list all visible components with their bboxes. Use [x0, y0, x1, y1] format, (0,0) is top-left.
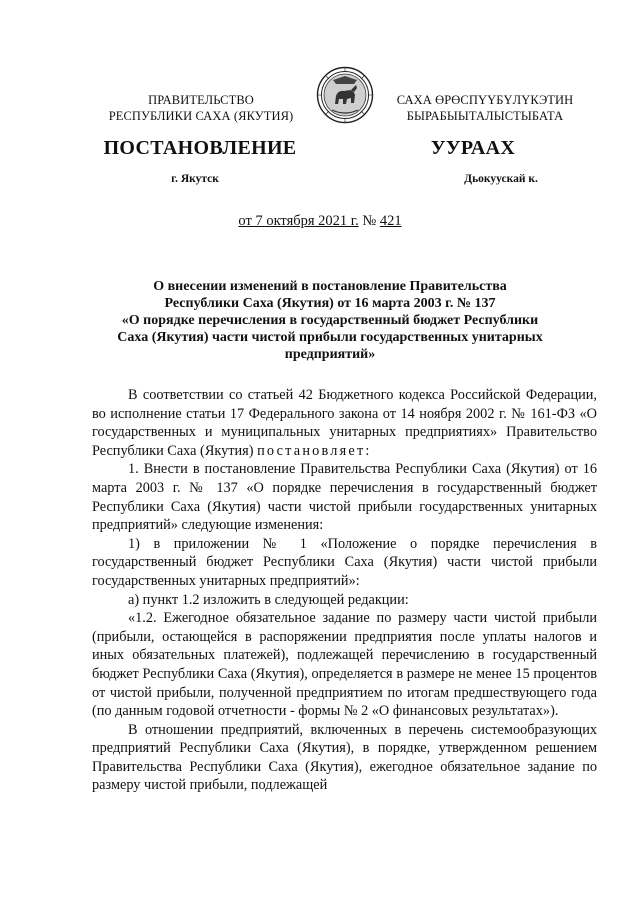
subject-line: «О порядке перечисления в государственный бюджет Республики [121, 313, 539, 328]
title-yakut: УУРААХ [430, 137, 516, 159]
header-left [86, 92, 316, 124]
header-left-line-1: ПРАВИТЕЛЬСТВО [148, 93, 254, 107]
header-right-line-1: САХА ӨРӨСПҮҮБҮЛҮКЭТИН [396, 93, 574, 107]
decree-body [92, 386, 597, 795]
body-paragraph [92, 386, 597, 460]
city-yakut: Дьокуускай к. [464, 173, 538, 185]
preamble-text: В соответствии со статьей 42 Бюджетного кодекса Российской Федерации, во исполнение статьи 17 Федерального закона от 14 ноября 2002 г. № 161-ФЗ «О государственных и муниципальных унитарных предприятиях» Правительство Республики Саха (Якутия) [92, 387, 597, 459]
subject-line: Саха (Якутия) части чистой прибыли государственных унитарных [117, 330, 543, 345]
header-left-line-2: РЕСПУБЛИКИ САХА (ЯКУТИЯ) [108, 109, 294, 123]
body-paragraph: «1.2. Ежегодное обязательное задание по размеру части чистой прибыли (прибыли, остающейся в распоряжении предприятия после уплаты налогов и иных обязательных платежей), подлежащей перечислению в государственный бюджет Республики Саха (Якутия), определяется в размере не менее 15 процентов от чистой прибыли, полученной предприятием по итогам предшествующего года (по данным годовой отчетности - формы № 2 «О финансовых результатах»). [92, 610, 597, 720]
resolves-word: постановляет: [257, 442, 372, 459]
decree-number-sign: № [362, 213, 377, 229]
coat-of-arms-emblem [316, 66, 374, 124]
subject-line: О внесении изменений в постановление Правительства [153, 279, 507, 294]
subject-line: Республики Саха (Якутия) от 16 марта 2003 г. № 137 [164, 296, 496, 311]
decree-date: от 7 октября 2021 г. [238, 213, 359, 229]
decree-date-number [0, 213, 640, 230]
header-right-line-2: БЫРАБЫЫТАЛЫСТЫБАТА [406, 109, 564, 123]
body-paragraph: 1) в приложении № 1 «Положение о порядке перечисления в государственный бюджет Республики Саха (Якутия) части чистой прибыли государственных унитарных предприятий»: [92, 535, 597, 589]
title-russian: ПОСТАНОВЛЕНИЕ [103, 137, 297, 159]
body-paragraph: 1. Внести в постановление Правительства Республики Саха (Якутия) от 16 марта 2003 г. № 137 «О порядке перечисления в государственный бюджет Республики Саха (Якутия) части чистой прибыли государственных унитарных предприятий» следующие изменения: [92, 461, 597, 534]
body-paragraph: а) пункт 1.2 изложить в следующей редакции: [128, 591, 409, 608]
decree-subject [100, 278, 560, 363]
header-right [370, 92, 600, 124]
city-russian: г. Якутск [171, 173, 219, 185]
subject-line: предприятий» [284, 347, 376, 362]
decree-number: 421 [379, 213, 402, 229]
body-paragraph: В отношении предприятий, включенных в перечень системообразующих предприятий Республики Саха (Якутия), в порядке, утвержденном решением Правительства Республики Саха (Якутия), ежегодное обязательное задание по размеру чистой прибыли, подлежащей [92, 721, 597, 794]
